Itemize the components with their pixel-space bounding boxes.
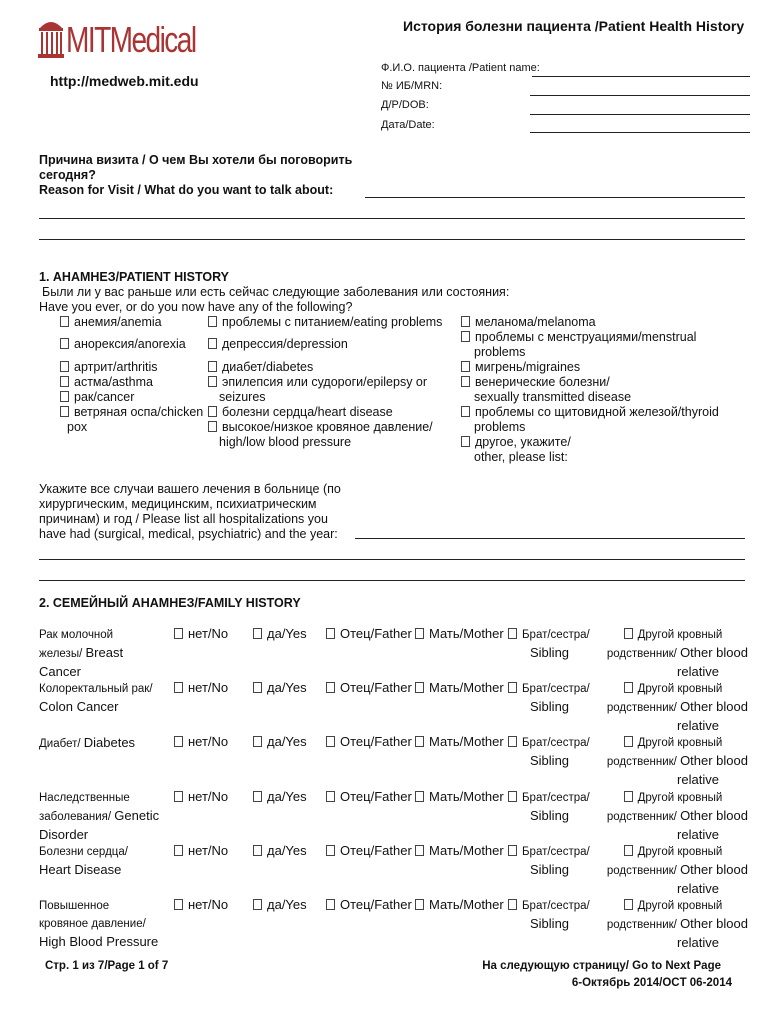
family-option-other-relative[interactable]: Другой кровный родственник/ Other blood relative — [606, 792, 748, 842]
website-url[interactable]: http://medweb.mit.edu — [50, 73, 199, 89]
history-item-anorexia[interactable]: анорексия/anorexia — [60, 337, 186, 352]
date-label: Дата/Date: — [381, 119, 435, 131]
family-option-yes[interactable]: да/Yes — [253, 789, 307, 804]
visit-answer-line-1[interactable] — [365, 197, 745, 198]
history-item-menstrual[interactable]: проблемы с менструациями/menstrual — [461, 330, 696, 345]
checkbox-icon[interactable] — [253, 845, 262, 856]
history-item-depression[interactable]: депрессия/depression — [208, 337, 348, 352]
page-number: Стр. 1 из 7/Page 1 of 7 — [45, 960, 169, 972]
family-option-other-relative[interactable]: Другой кровный родственник/ Other blood relative — [606, 900, 748, 950]
history-item-std-cont: sexually transmitted disease — [474, 390, 632, 404]
family-option-sibling[interactable]: Брат/сестра/ Sibling — [508, 789, 598, 825]
checkbox-icon[interactable] — [508, 899, 517, 910]
checkbox-icon[interactable] — [253, 682, 262, 693]
history-item-bp-cont: high/low blood pressure — [219, 435, 352, 449]
checkbox-icon[interactable] — [326, 736, 335, 747]
visit-question — [39, 153, 352, 198]
checkbox-icon[interactable] — [174, 899, 183, 910]
history-item-std[interactable]: венерические болезни/ — [461, 375, 610, 390]
logo — [38, 16, 196, 62]
history-item-epilepsy-cont: seizures — [219, 390, 266, 404]
revision-date: 6-Октябрь 2014/OCT 06-2014 — [571, 977, 732, 989]
checkbox-icon[interactable] — [508, 845, 517, 856]
checkbox-icon[interactable] — [60, 376, 69, 387]
checkbox-icon[interactable] — [508, 628, 517, 639]
hosp-answer-line-2[interactable] — [39, 559, 745, 560]
family-option-mother[interactable]: Мать/Mother — [415, 843, 504, 858]
next-page-note: На следующую страницу/ Go to Next Page — [482, 960, 721, 972]
family-option-no[interactable]: нет/No — [174, 680, 228, 695]
family-option-other-relative[interactable]: Другой кровный родственник/ Other blood relative — [606, 737, 748, 787]
family-option-sibling[interactable]: Брат/сестра/ Sibling — [508, 897, 598, 933]
checkbox-icon[interactable] — [461, 406, 470, 417]
family-option-other-relative[interactable]: Другой кровный родственник/ Other blood relative — [606, 629, 748, 679]
patient-history-heading: 1. АНАМНЕЗ/PATIENT HISTORY — [39, 270, 230, 284]
history-item-melanoma[interactable]: меланома/melanoma — [461, 315, 596, 330]
patient-name-field[interactable] — [532, 76, 750, 77]
checkbox-icon[interactable] — [624, 628, 633, 639]
checkbox-icon[interactable] — [253, 628, 262, 639]
checkbox-icon[interactable] — [174, 682, 183, 693]
checkbox-icon[interactable] — [508, 791, 517, 802]
history-item-chickenpox[interactable]: ветряная оспа/chicken — [60, 405, 203, 420]
checkbox-icon[interactable] — [326, 845, 335, 856]
hospitalizations-question — [39, 482, 341, 542]
family-condition-label: Колоректальный рак/ Colon Cancer — [39, 683, 153, 714]
family-option-no[interactable]: нет/No — [174, 626, 228, 641]
checkbox-icon[interactable] — [60, 361, 69, 372]
family-option-other-relative[interactable]: Другой кровный родственник/ Other blood relative — [606, 846, 748, 896]
checkbox-icon[interactable] — [415, 682, 424, 693]
family-option-mother[interactable]: Мать/Mother — [415, 680, 504, 695]
checkbox-icon[interactable] — [624, 682, 633, 693]
logo-text: MITMedical — [66, 19, 196, 60]
date-field[interactable] — [530, 132, 750, 133]
history-item-epilepsy[interactable]: эпилепсия или судороги/epilepsy or — [208, 375, 427, 390]
family-option-sibling[interactable]: Брат/сестра/ Sibling — [508, 734, 598, 770]
checkbox-icon[interactable] — [624, 736, 633, 747]
family-option-mother[interactable]: Мать/Mother — [415, 897, 504, 912]
family-option-father[interactable]: Отец/Father — [326, 626, 412, 641]
visit-answer-line-3[interactable] — [39, 239, 745, 240]
checkbox-icon[interactable] — [253, 791, 262, 802]
hosp-line-3: причинам) и год / Please list all hospitalizations you — [39, 512, 328, 526]
family-option-yes[interactable]: да/Yes — [253, 734, 307, 749]
checkbox-icon[interactable] — [415, 736, 424, 747]
family-option-father[interactable]: Отец/Father — [326, 789, 412, 804]
history-item-bp[interactable]: высокое/низкое кровяное давление/ — [208, 420, 433, 435]
family-condition-label: Повышенное кровяное давление/ High Blood Pressure — [39, 900, 159, 949]
family-option-sibling[interactable]: Брат/сестра/ Sibling — [508, 626, 598, 662]
checkbox-icon[interactable] — [508, 736, 517, 747]
family-option-father[interactable]: Отец/Father — [326, 897, 412, 912]
checkbox-icon[interactable] — [60, 338, 69, 349]
family-option-sibling[interactable]: Брат/сестра/ Sibling — [508, 680, 598, 716]
checkbox-icon[interactable] — [208, 376, 217, 387]
checkbox-icon[interactable] — [174, 791, 183, 802]
history-item-other-cont: other, please list: — [474, 450, 568, 464]
dob-field[interactable] — [530, 114, 750, 115]
dob-label: Д/Р/DOB: — [381, 99, 429, 111]
checkbox-icon[interactable] — [208, 316, 217, 327]
checkbox-icon[interactable] — [326, 682, 335, 693]
checkbox-icon[interactable] — [326, 791, 335, 802]
checkbox-icon[interactable] — [253, 899, 262, 910]
checkbox-icon[interactable] — [461, 436, 470, 447]
checkbox-icon[interactable] — [415, 628, 424, 639]
family-option-father[interactable]: Отец/Father — [326, 680, 412, 695]
family-option-yes[interactable]: да/Yes — [253, 626, 307, 641]
history-item-chickenpox-cont: pox — [67, 420, 88, 434]
history-item-arthritis[interactable]: артрит/arthritis — [60, 360, 157, 375]
checkbox-icon[interactable] — [415, 845, 424, 856]
history-item-other[interactable]: другое, укажите/ — [461, 435, 571, 450]
visit-answer-line-2[interactable] — [39, 218, 745, 219]
checkbox-icon[interactable] — [508, 682, 517, 693]
checkbox-icon[interactable] — [174, 628, 183, 639]
history-item-cancer[interactable]: рак/cancer — [60, 390, 134, 405]
history-question-en: Have you ever, or do you now have any of the following? — [39, 300, 353, 314]
history-item-asthma[interactable]: астма/asthma — [60, 375, 153, 390]
family-option-mother[interactable]: Мать/Mother — [415, 734, 504, 749]
checkbox-icon[interactable] — [60, 406, 69, 417]
family-option-yes[interactable]: да/Yes — [253, 897, 307, 912]
patient-name-label: Ф.И.О. пациента /Patient name: — [381, 62, 540, 74]
checkbox-icon[interactable] — [624, 845, 633, 856]
checkbox-icon[interactable] — [174, 845, 183, 856]
checkbox-icon[interactable] — [253, 736, 262, 747]
checkbox-icon[interactable] — [208, 361, 217, 372]
history-question-ru: Были ли у вас раньше или есть сейчас следующие заболевания или состояния: — [42, 285, 510, 299]
checkbox-icon[interactable] — [461, 316, 470, 327]
mrn-label: № ИБ/MRN: — [381, 80, 443, 92]
family-option-other-relative[interactable]: Другой кровный родственник/ Other blood relative — [606, 683, 748, 733]
checkbox-icon[interactable] — [326, 899, 335, 910]
family-option-sibling[interactable]: Брат/сестра/ Sibling — [508, 843, 598, 879]
checkbox-icon[interactable] — [326, 628, 335, 639]
history-item-thyroid-cont: problems — [474, 420, 526, 434]
family-option-no[interactable]: нет/No — [174, 897, 228, 912]
mrn-field[interactable] — [530, 95, 750, 96]
family-condition-label: Болезни сердца/ Heart Disease — [39, 846, 128, 877]
visit-line-1: Причина визита / О чем Вы хотели бы поговорить — [39, 153, 353, 167]
dome-logo-icon — [38, 16, 64, 60]
checkbox-icon[interactable] — [415, 899, 424, 910]
family-history-heading: 2. СЕМЕЙНЫЙ АНАМНЕЗ/FAMILY HISTORY — [39, 596, 301, 610]
checkbox-icon[interactable] — [208, 338, 217, 349]
page-title: История болезни пациента /Patient Health History — [403, 18, 745, 34]
checkbox-icon[interactable] — [208, 421, 217, 432]
family-option-mother[interactable]: Мать/Mother — [415, 789, 504, 804]
checkbox-icon[interactable] — [174, 736, 183, 747]
checkbox-icon[interactable] — [415, 791, 424, 802]
hosp-line-2: хирургическим, медицинским, психиатрическим — [39, 497, 317, 511]
visit-line-2: сегодня? — [39, 168, 96, 182]
family-option-father[interactable]: Отец/Father — [326, 843, 412, 858]
checkbox-icon[interactable] — [60, 391, 69, 402]
history-item-migraines[interactable]: мигрень/migraines — [461, 360, 580, 375]
family-option-yes[interactable]: да/Yes — [253, 843, 307, 858]
hosp-answer-line-1[interactable] — [355, 538, 745, 539]
history-item-anemia[interactable]: анемия/anemia — [60, 315, 162, 330]
family-option-no[interactable]: нет/No — [174, 789, 228, 804]
checkbox-icon[interactable] — [624, 899, 633, 910]
family-condition-label: Рак молочной железы/ Breast Cancer — [39, 629, 124, 679]
family-option-no[interactable]: нет/No — [174, 843, 228, 858]
family-condition-label: Наследственные заболевания/ Genetic Disorder — [39, 792, 160, 842]
family-option-no[interactable]: нет/No — [174, 734, 228, 749]
family-condition-label: Диабет/ Diabetes — [39, 735, 136, 750]
history-item-menstrual-cont: problems — [474, 345, 526, 359]
checkbox-icon[interactable] — [461, 331, 470, 342]
hosp-line-4: have had (surgical, medical, psychiatric) and the year: — [39, 527, 338, 541]
checkbox-icon[interactable] — [208, 406, 217, 417]
history-item-diabetes[interactable]: диабет/diabetes — [208, 360, 313, 375]
checkbox-icon[interactable] — [461, 376, 470, 387]
family-option-mother[interactable]: Мать/Mother — [415, 626, 504, 641]
history-item-thyroid[interactable]: проблемы со щитовидной железой/thyroid — [461, 405, 719, 420]
checkbox-icon[interactable] — [60, 316, 69, 327]
checkbox-icon[interactable] — [624, 791, 633, 802]
visit-line-3: Reason for Visit / What do you want to talk about: — [39, 183, 334, 197]
hosp-answer-line-3[interactable] — [39, 580, 745, 581]
hosp-line-1: Укажите все случаи вашего лечения в больнице (по — [39, 482, 341, 496]
checkbox-icon[interactable] — [461, 361, 470, 372]
family-option-father[interactable]: Отец/Father — [326, 734, 412, 749]
history-item-heart[interactable]: болезни сердца/heart disease — [208, 405, 393, 420]
history-item-eating[interactable]: проблемы с питанием/eating problems — [208, 315, 442, 330]
family-option-yes[interactable]: да/Yes — [253, 680, 307, 695]
